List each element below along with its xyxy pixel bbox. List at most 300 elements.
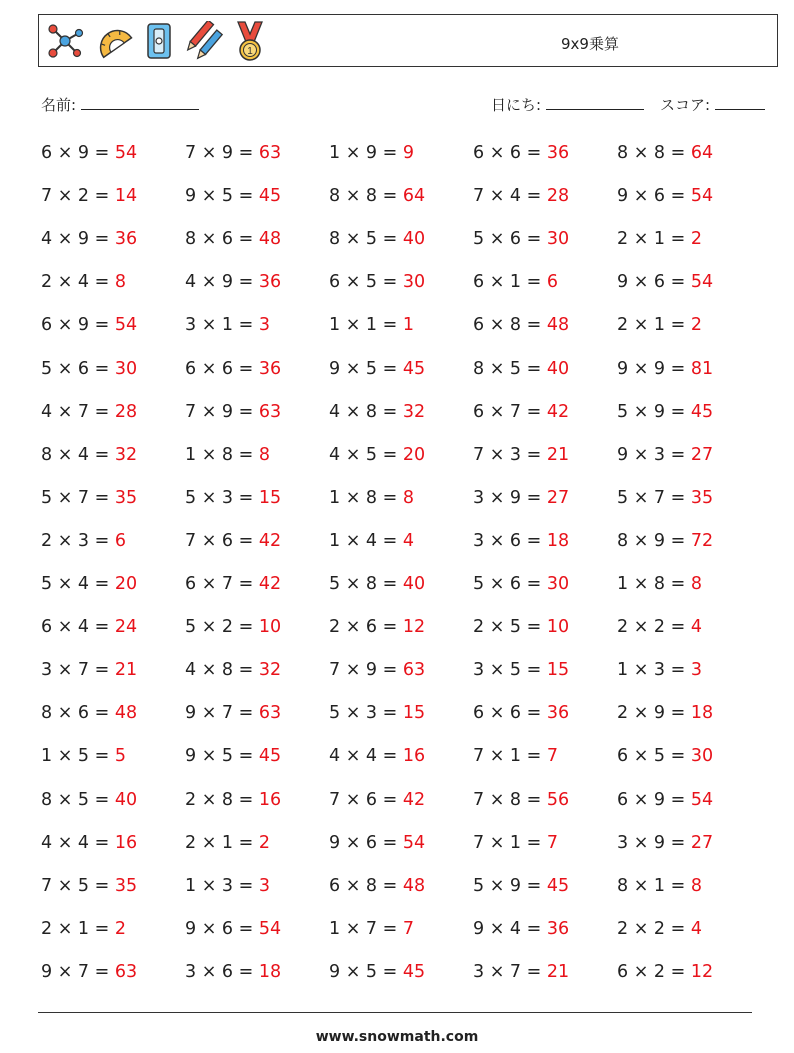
problem-question: 4 × 9 =	[185, 272, 259, 293]
problem-question: 8 × 8 =	[617, 143, 691, 163]
score-blank[interactable]	[715, 95, 765, 110]
problem-answer: 64	[690, 143, 714, 163]
problem-answer: 8	[402, 487, 414, 508]
problem-answer: 48	[546, 315, 570, 336]
problem-cell	[185, 143, 281, 163]
problem-answer: 54	[402, 832, 426, 853]
problem-answer: 28	[114, 401, 138, 422]
score-label: スコア:	[660, 96, 711, 114]
problem-answer: 54	[114, 143, 138, 163]
problem-answer: 7	[546, 746, 558, 767]
problem-cell	[617, 229, 702, 249]
problem-answer: 15	[402, 703, 426, 724]
problem-cell	[185, 531, 281, 551]
problem-question: 5 × 6 =	[473, 574, 547, 594]
problem-question: 7 × 5 =	[41, 875, 115, 896]
problem-answer: 8	[690, 875, 702, 896]
problem-cell	[329, 229, 425, 249]
problem-cell	[329, 359, 425, 379]
problem-question: 2 × 6 =	[329, 617, 403, 638]
problem-answer: 36	[546, 143, 570, 163]
problem-answer: 40	[114, 789, 138, 810]
problem-answer: 4	[690, 617, 702, 638]
problem-question: 6 × 1 =	[473, 272, 547, 293]
problem-cell	[473, 445, 569, 465]
problem-cell	[41, 746, 126, 766]
problem-cell	[41, 531, 126, 551]
problem-answer: 10	[546, 617, 570, 638]
problem-question: 7 × 6 =	[329, 789, 403, 810]
problem-question: 7 × 9 =	[185, 143, 259, 163]
problem-question: 7 × 6 =	[185, 530, 259, 551]
problem-answer: 72	[690, 530, 714, 551]
problem-cell	[617, 186, 713, 206]
problem-cell	[329, 488, 414, 508]
problem-question: 9 × 7 =	[185, 703, 259, 724]
problem-question: 6 × 7 =	[473, 401, 547, 422]
problem-answer: 8	[114, 272, 126, 293]
problem-cell	[329, 833, 425, 853]
problem-answer: 36	[258, 358, 282, 379]
problem-question: 7 × 1 =	[473, 832, 547, 853]
problem-question: 9 × 5 =	[185, 746, 259, 767]
problem-cell	[41, 962, 137, 982]
problem-question: 4 × 5 =	[329, 444, 403, 465]
problem-answer: 20	[114, 574, 138, 594]
problem-cell	[329, 186, 425, 206]
problem-question: 4 × 7 =	[41, 401, 115, 422]
problem-cell	[473, 402, 569, 422]
problem-question: 1 × 5 =	[41, 746, 115, 767]
problem-answer: 48	[402, 875, 426, 896]
problem-question: 2 × 1 =	[185, 832, 259, 853]
problem-question: 1 × 8 =	[185, 444, 259, 465]
problem-question: 9 × 6 =	[617, 186, 691, 207]
problem-answer: 21	[114, 660, 138, 681]
score-field	[660, 94, 765, 115]
problem-question: 8 × 6 =	[41, 703, 115, 724]
problem-answer: 63	[258, 143, 282, 163]
problem-question: 9 × 7 =	[41, 961, 115, 982]
problem-answer: 30	[546, 229, 570, 250]
problem-cell	[473, 962, 569, 982]
problem-question: 1 × 4 =	[329, 530, 403, 551]
problem-cell	[41, 617, 137, 637]
problem-answer: 16	[258, 789, 282, 810]
problem-answer: 36	[546, 918, 570, 939]
problem-answer: 12	[402, 617, 426, 638]
problem-cell	[185, 746, 281, 766]
problem-cell	[473, 315, 569, 335]
problem-cell	[329, 531, 414, 551]
problem-question: 9 × 6 =	[617, 272, 691, 293]
problem-cell	[617, 703, 713, 723]
problem-answer: 9	[402, 143, 414, 163]
problem-question: 4 × 8 =	[329, 401, 403, 422]
problem-cell	[617, 919, 702, 939]
problem-answer: 54	[258, 918, 282, 939]
problem-cell	[185, 229, 281, 249]
problem-answer: 40	[546, 358, 570, 379]
header-box	[38, 14, 778, 67]
problem-question: 4 × 4 =	[329, 746, 403, 767]
problem-question: 6 × 2 =	[617, 961, 691, 982]
problem-answer: 63	[114, 961, 138, 982]
problem-answer: 4	[402, 530, 414, 551]
problem-answer: 15	[258, 487, 282, 508]
problem-answer: 42	[258, 530, 282, 551]
problem-answer: 35	[114, 487, 138, 508]
problem-question: 6 × 4 =	[41, 617, 115, 638]
problem-question: 2 × 5 =	[473, 617, 547, 638]
problem-cell	[41, 703, 137, 723]
problem-question: 5 × 7 =	[617, 487, 691, 508]
problem-cell	[185, 617, 281, 637]
problem-question: 3 × 1 =	[185, 315, 259, 336]
problem-question: 2 × 1 =	[617, 229, 691, 250]
problem-answer: 45	[402, 961, 426, 982]
problem-answer: 42	[402, 789, 426, 810]
problem-question: 7 × 2 =	[41, 186, 115, 207]
problem-question: 5 × 9 =	[617, 401, 691, 422]
problem-question: 2 × 1 =	[617, 315, 691, 336]
problem-cell	[473, 272, 558, 292]
problem-answer: 8	[258, 444, 270, 465]
problem-cell	[329, 143, 414, 163]
problem-cell	[185, 402, 281, 422]
problem-cell	[617, 488, 713, 508]
problem-question: 9 × 9 =	[617, 358, 691, 379]
problem-answer: 48	[114, 703, 138, 724]
problem-cell	[617, 962, 713, 982]
problem-cell	[473, 746, 558, 766]
problem-cell	[185, 919, 281, 939]
problem-question: 3 × 6 =	[185, 961, 259, 982]
name-field	[41, 94, 199, 115]
problem-cell	[185, 833, 270, 853]
problem-question: 5 × 8 =	[329, 574, 403, 594]
problem-question: 3 × 7 =	[473, 961, 547, 982]
problem-answer: 18	[690, 703, 714, 724]
problem-answer: 14	[114, 186, 138, 207]
problem-answer: 20	[402, 444, 426, 465]
problem-cell	[617, 790, 713, 810]
problem-answer: 30	[114, 358, 138, 379]
problem-question: 3 × 6 =	[473, 530, 547, 551]
problem-cell	[185, 660, 281, 680]
problem-cell	[41, 919, 126, 939]
problem-cell	[329, 703, 425, 723]
problem-cell	[185, 703, 281, 723]
problem-question: 5 × 3 =	[329, 703, 403, 724]
problem-question: 2 × 3 =	[41, 530, 115, 551]
problem-question: 8 × 5 =	[41, 789, 115, 810]
problem-cell	[473, 531, 569, 551]
problem-question: 5 × 9 =	[473, 875, 547, 896]
problem-cell	[185, 962, 281, 982]
protractor-icon	[93, 21, 133, 61]
problem-answer: 36	[546, 703, 570, 724]
problem-cell	[473, 833, 558, 853]
problem-cell	[329, 445, 425, 465]
problem-answer: 7	[402, 918, 414, 939]
problem-answer: 45	[258, 746, 282, 767]
svg-text:1: 1	[247, 46, 253, 57]
problem-answer: 27	[690, 832, 714, 853]
pencils-icon	[185, 21, 225, 61]
problem-cell	[473, 660, 569, 680]
problem-answer: 54	[690, 186, 714, 207]
problem-answer: 15	[546, 660, 570, 681]
problem-answer: 18	[546, 530, 570, 551]
problem-question: 7 × 4 =	[473, 186, 547, 207]
problem-cell	[41, 143, 137, 163]
problem-cell	[617, 531, 713, 551]
problem-question: 6 × 5 =	[617, 746, 691, 767]
problem-question: 5 × 4 =	[41, 574, 115, 594]
problem-question: 2 × 2 =	[617, 918, 691, 939]
problem-cell	[185, 445, 270, 465]
footer-divider	[38, 1012, 752, 1013]
problem-question: 8 × 6 =	[185, 229, 259, 250]
problem-question: 9 × 5 =	[329, 961, 403, 982]
problem-answer: 3	[690, 660, 702, 681]
problem-question: 6 × 9 =	[617, 789, 691, 810]
problem-answer: 16	[402, 746, 426, 767]
problem-cell	[473, 919, 569, 939]
problem-answer: 42	[258, 574, 282, 594]
date-blank[interactable]	[546, 95, 644, 110]
date-label: 日にち:	[491, 96, 542, 114]
date-field	[491, 94, 644, 115]
problem-cell	[329, 876, 425, 896]
problem-answer: 6	[114, 530, 126, 551]
problem-question: 7 × 9 =	[329, 660, 403, 681]
problem-question: 5 × 2 =	[185, 617, 259, 638]
problem-answer: 2	[690, 229, 702, 250]
problem-question: 4 × 4 =	[41, 832, 115, 853]
problem-question: 8 × 8 =	[329, 186, 403, 207]
problem-cell	[185, 186, 281, 206]
problem-answer: 2	[114, 918, 126, 939]
name-blank[interactable]	[81, 95, 199, 110]
problem-question: 2 × 9 =	[617, 703, 691, 724]
problem-cell	[473, 488, 569, 508]
problem-answer: 35	[690, 487, 714, 508]
problem-cell	[329, 962, 425, 982]
problem-cell	[617, 272, 713, 292]
problem-cell	[473, 617, 569, 637]
problem-question: 5 × 7 =	[41, 487, 115, 508]
problem-answer: 10	[258, 617, 282, 638]
problem-answer: 6	[546, 272, 558, 293]
problem-answer: 54	[690, 789, 714, 810]
problem-answer: 54	[114, 315, 138, 336]
problem-cell	[473, 703, 569, 723]
problem-cell	[473, 790, 569, 810]
problem-answer: 1	[402, 315, 414, 336]
problem-cell	[617, 574, 702, 594]
problem-cell	[329, 272, 425, 292]
problem-cell	[185, 876, 270, 896]
problem-question: 8 × 4 =	[41, 444, 115, 465]
problem-cell	[185, 315, 270, 335]
problem-answer: 30	[690, 746, 714, 767]
problem-question: 3 × 7 =	[41, 660, 115, 681]
problem-cell	[41, 229, 137, 249]
problem-question: 9 × 6 =	[329, 832, 403, 853]
problem-answer: 63	[258, 401, 282, 422]
problem-answer: 48	[258, 229, 282, 250]
problem-cell	[185, 488, 281, 508]
problem-answer: 21	[546, 444, 570, 465]
problem-question: 6 × 5 =	[329, 272, 403, 293]
problem-cell	[473, 143, 569, 163]
problem-cell	[617, 402, 713, 422]
problem-answer: 32	[258, 660, 282, 681]
problem-question: 3 × 9 =	[473, 487, 547, 508]
problem-question: 1 × 8 =	[329, 487, 403, 508]
problem-question: 8 × 5 =	[473, 358, 547, 379]
footer-url: www.snowmath.com	[315, 1029, 479, 1045]
problem-question: 7 × 1 =	[473, 746, 547, 767]
problem-answer: 3	[258, 315, 270, 336]
problem-cell	[617, 876, 702, 896]
problem-answer: 8	[690, 574, 702, 594]
problem-cell	[329, 402, 425, 422]
problem-question: 2 × 2 =	[617, 617, 691, 638]
problem-cell	[473, 186, 569, 206]
problem-answer: 30	[546, 574, 570, 594]
problem-answer: 30	[402, 272, 426, 293]
problem-question: 6 × 8 =	[329, 875, 403, 896]
medal-icon	[233, 20, 267, 62]
problem-answer: 4	[690, 918, 702, 939]
problem-cell	[41, 833, 137, 853]
problem-question: 6 × 6 =	[185, 358, 259, 379]
problem-answer: 42	[546, 401, 570, 422]
problem-question: 9 × 5 =	[329, 358, 403, 379]
problem-question: 1 × 7 =	[329, 918, 403, 939]
problem-cell	[329, 617, 425, 637]
problem-cell	[41, 272, 126, 292]
problem-cell	[329, 746, 425, 766]
problem-question: 9 × 5 =	[185, 186, 259, 207]
problem-answer: 81	[690, 358, 714, 379]
problem-question: 8 × 1 =	[617, 875, 691, 896]
problem-answer: 63	[402, 660, 426, 681]
problem-cell	[41, 315, 137, 335]
name-label: 名前:	[41, 96, 77, 114]
problem-question: 9 × 6 =	[185, 918, 259, 939]
problem-cell	[617, 617, 702, 637]
problem-cell	[329, 574, 425, 594]
problem-question: 4 × 9 =	[41, 229, 115, 250]
problem-answer: 36	[114, 229, 138, 250]
problem-answer: 2	[258, 832, 270, 853]
problem-question: 1 × 9 =	[329, 143, 403, 163]
problem-question: 6 × 6 =	[473, 143, 547, 163]
problem-question: 7 × 8 =	[473, 789, 547, 810]
problem-cell	[329, 790, 425, 810]
problem-answer: 32	[114, 444, 138, 465]
problem-answer: 16	[114, 832, 138, 853]
problem-question: 1 × 1 =	[329, 315, 403, 336]
problem-answer: 5	[114, 746, 126, 767]
problem-cell	[617, 143, 713, 163]
problem-answer: 3	[258, 875, 270, 896]
problem-answer: 40	[402, 229, 426, 250]
problem-question: 3 × 5 =	[473, 660, 547, 681]
header-icons	[45, 20, 267, 62]
problem-question: 1 × 3 =	[185, 875, 259, 896]
problem-answer: 45	[258, 186, 282, 207]
problem-cell	[473, 229, 569, 249]
problem-answer: 27	[690, 444, 714, 465]
problem-cell	[185, 272, 281, 292]
problem-cell	[185, 359, 281, 379]
problem-cell	[185, 574, 281, 594]
problem-answer: 35	[114, 875, 138, 896]
problem-answer: 54	[690, 272, 714, 293]
problem-cell	[329, 660, 425, 680]
problem-cell	[41, 359, 137, 379]
problem-answer: 21	[546, 961, 570, 982]
problem-question: 2 × 8 =	[185, 789, 259, 810]
problem-answer: 12	[690, 961, 714, 982]
problem-answer: 28	[546, 186, 570, 207]
problem-question: 7 × 3 =	[473, 444, 547, 465]
problem-cell	[41, 876, 137, 896]
problem-answer: 18	[258, 961, 282, 982]
problem-cell	[473, 359, 569, 379]
problem-question: 6 × 8 =	[473, 315, 547, 336]
problem-question: 5 × 3 =	[185, 487, 259, 508]
problem-cell	[41, 660, 137, 680]
problem-question: 5 × 6 =	[41, 358, 115, 379]
problem-question: 6 × 9 =	[41, 143, 115, 163]
problem-answer: 7	[546, 832, 558, 853]
molecule-icon	[45, 21, 85, 61]
problem-cell	[41, 790, 137, 810]
problem-question: 3 × 9 =	[617, 832, 691, 853]
problem-cell	[41, 402, 137, 422]
problem-answer: 45	[402, 358, 426, 379]
problem-question: 6 × 9 =	[41, 315, 115, 336]
problem-answer: 2	[690, 315, 702, 336]
problem-cell	[329, 315, 414, 335]
problem-answer: 36	[258, 272, 282, 293]
problem-question: 2 × 4 =	[41, 272, 115, 293]
problem-question: 9 × 4 =	[473, 918, 547, 939]
problem-answer: 45	[690, 401, 714, 422]
problem-question: 2 × 1 =	[41, 918, 115, 939]
problem-question: 7 × 9 =	[185, 401, 259, 422]
problem-answer: 40	[402, 574, 426, 594]
problem-answer: 56	[546, 789, 570, 810]
problem-cell	[41, 574, 137, 594]
problem-question: 6 × 6 =	[473, 703, 547, 724]
problem-cell	[617, 359, 713, 379]
problem-cell	[617, 445, 713, 465]
problem-question: 4 × 8 =	[185, 660, 259, 681]
problem-cell	[41, 488, 137, 508]
problem-answer: 63	[258, 703, 282, 724]
problem-cell	[473, 876, 569, 896]
problem-cell	[617, 833, 713, 853]
problem-cell	[617, 746, 713, 766]
problem-cell	[617, 660, 702, 680]
